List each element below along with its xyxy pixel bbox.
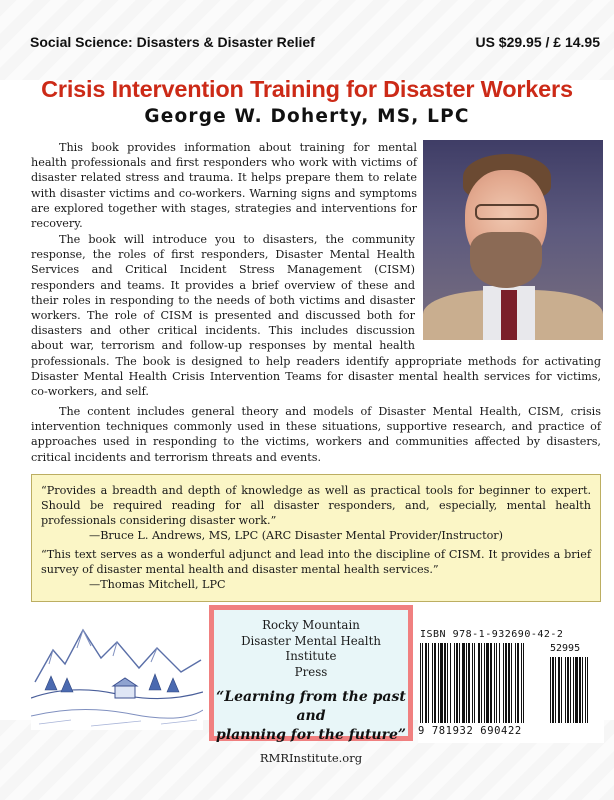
isbn-label: ISBN 978-1-932690-42-2 (420, 629, 564, 640)
testimonial-quote: “Provides a breadth and depth of knowledge as well as practical tools for beginner to expert. Should be required reading for all disaster responders, and, especially, mental health professionals considering disaster work.” (41, 484, 591, 527)
category-label: Social Science: Disasters & Disaster Relief (30, 34, 315, 50)
description-paragraph-2 (31, 232, 601, 399)
barcode-bars (420, 643, 542, 723)
publisher-url: RMRInstitute.org (259, 751, 363, 765)
publisher-name-line: Rocky Mountain (262, 618, 360, 632)
author-name: George W. Doherty, MS, LPC (144, 106, 470, 127)
price-code-label: 52995 (550, 643, 581, 654)
testimonials-box (31, 474, 601, 602)
top-bar (30, 34, 600, 54)
mountain-cabin-sketch-icon (31, 620, 203, 730)
publisher-box (209, 605, 413, 765)
description-paragraph-3: The content includes general theory and models of Disaster Mental Health, CISM, crisis intervention techniques commonly used in these situations, supportive research, and practice of approaches used in responding to the victims, workers and communities affected by disasters, critical incidents and terrorism threats and events. (31, 405, 601, 464)
barcode-addon-bars (550, 657, 600, 723)
publisher-name-line: Disaster Mental Health Institute (241, 633, 381, 663)
barcode-icon (418, 625, 604, 743)
price-label: US $29.95 / £ 14.95 (475, 34, 600, 50)
motto-line: “Learning from the past and (216, 689, 406, 724)
description-paragraph-1: This book provides information about training for mental health professionals and first responders who work with victims of disaster related stress and trauma. It helps prepare them to relate with disaster victims and co-workers. Warning signs and symptoms are explored together with stages, strategies and interventions for recovery. (31, 141, 417, 231)
publisher-motto (214, 688, 408, 745)
testimonial-quote: “This text serves as a wonderful adjunct and lead into the discipline of CISM. It provides a brief survey of disaster mental health and disaster mental health services.” (41, 548, 591, 576)
publisher-name-line: Press (294, 664, 328, 679)
book-title: Crisis Intervention Training for Disaster Workers (41, 76, 573, 102)
testimonial-attribution: —Thomas Mitchell, LPC (89, 578, 226, 591)
testimonial-attribution: —Bruce L. Andrews, MS, LPC (ARC Disaster Mental Provider/Instructor) (89, 529, 504, 542)
ean-digits-label: 9 781932 690422 (418, 725, 522, 737)
description-paragraph-2-text: The book will introduce you to disasters, the community response, the roles of first responders, Disaster Mental Health Services and Critical Incident Stress Management (CISM) responders and teams. It provides a brief overview of these and their roles in responding to the needs of both victims and disaster workers. The role of CISM is presented and discussed both for disasters and other critical incidents. This includes discussion about war, terrorism and follow-up responses by mental health professionals. The book is designed to help readers identify appropriate methods for activating Disaster Mental Health Crisis Intervention Teams for disaster mental health services for victims, co-workers, and self. (31, 233, 601, 399)
motto-line: planning for the future” (216, 727, 406, 743)
